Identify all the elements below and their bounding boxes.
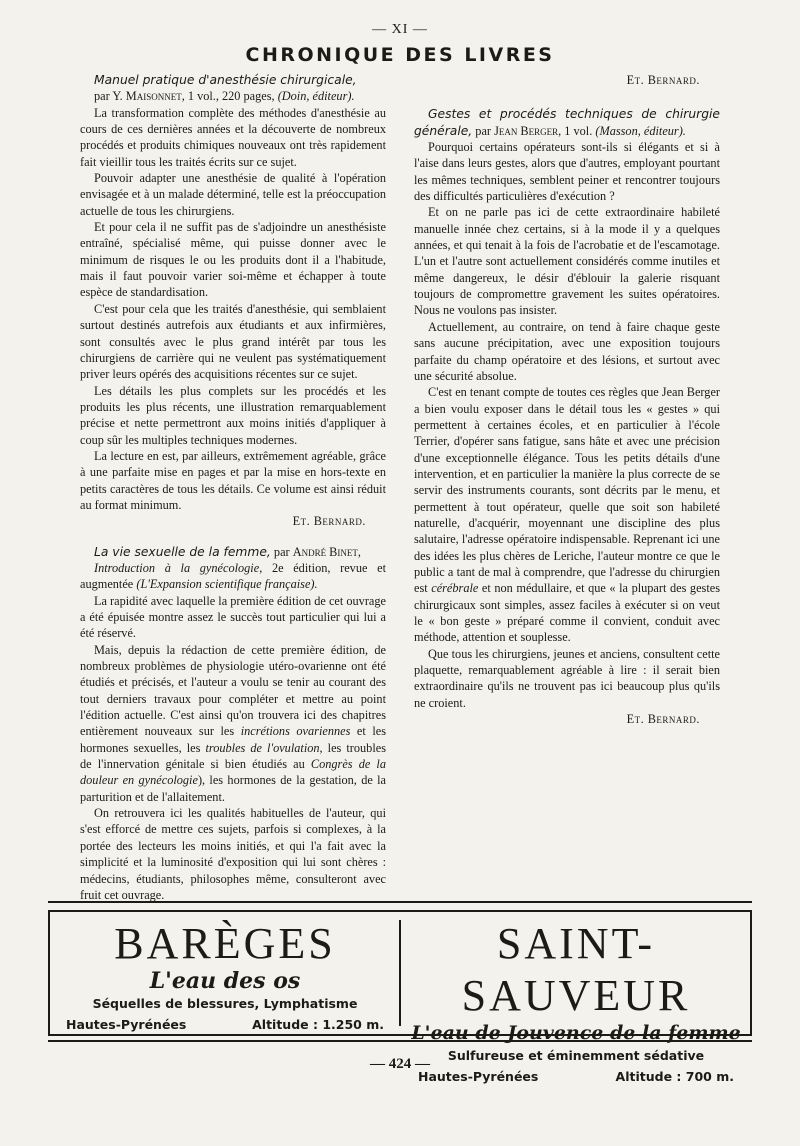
book-title: La vie sexuelle de la femme, (94, 544, 271, 559)
emphasis: incrétions ovariennes (240, 724, 351, 739)
section-title: CHRONIQUE DES LIVRES (245, 44, 555, 66)
review-signature: Et. Bernard. (626, 73, 700, 87)
byline-details: , 1 vol., 220 pages, (181, 89, 278, 104)
emphasis: Congrès de la douleur en gynécologie (80, 757, 386, 788)
ad-tagline: L'eau de Jouvence de la femme (411, 1022, 741, 1044)
review-vie-sexuelle (80, 544, 386, 904)
ad-description: Sulfureuse et éminemment sédative (447, 1048, 705, 1063)
byline-details: , 1 vol. (558, 123, 596, 138)
ad-region: Hautes-Pyrénées (418, 1069, 539, 1084)
review-paragraph: Pouvoir adapter une anesthésie de qualité à l'opération envisagée et à un malade déterminé, telle est la préoccupation actuelle de tous les chirurgiens. (80, 171, 386, 218)
book-publisher: (Masson, éditeur). (595, 123, 686, 138)
review-paragraph: Les détails les plus complets sur les procédés et les produits les plus récents, une illustration remarquablement précise et nette permettront aux moins initiés d'appliquer à coup sûr les multiples techniques modernes. (80, 383, 386, 447)
book-publisher: (Doin, éditeur). (277, 89, 355, 104)
ad-description: Séquelles de blessures, Lymphatisme (92, 996, 358, 1011)
book-author: Jean Berger (494, 123, 559, 138)
book-subtitle: Introduction à la gynécologie (94, 560, 260, 575)
emphasis: troubles de l'ovulation (205, 740, 320, 755)
review-paragraph: C'est en tenant compte de toutes ces règles que Jean Berger a bien voulu exposer dans le détail tous les « gestes » qui permettent à certaines écoles, et en particulier à l'école Terrier, d'opérer sans fatigue, sans hâte et avec une précision d'une exceptionnelle élégance. Tous les petits détails d'une intervention, et en particulier la manière la plus correcte de se servir des instruments courants, sont décrits par le menu, et permettent à tout opérateur, quelle que soit son habileté naturelle, d'acquérir, moyennant une discipline des plus salutaire, l'adresse opératoire indispensable. Reprenant ici une des idées les plus chères de Leriche, l'auteur montre ce que le public a tant de mal à comprendre, que l'adresse du chirurgien est cérébrale et non médullaire, et que « la plupart des gestes chirurgicaux sont simples, assez faciles à exécuter si on veut le « bon geste » préparé comme il convient, conduit avec méthode, attention et souplesse. (414, 385, 720, 645)
ad-altitude: Altitude : 1.250 m. (252, 1017, 384, 1032)
left-column (80, 72, 386, 903)
review-paragraph: C'est pour cela que les traités d'anesthésie, qui semblaient surtout destinés autrefois aux étudiants et aux infirmières, sont consultés avec le plus grand intérêt par tous les chirurgiens de carrière qui ne veulent pas systématiquement priver leurs opérés des acquisitions récentes sur ce sujet. (80, 301, 386, 382)
ad-name: BARÈGES (114, 919, 336, 968)
review-paragraph: La transformation complète des méthodes d'anesthésie au cours de ces dernières années et la découverte de nombreux procédés et produits chimiques nouveaux ont très rapidement fait vieillir tous les traités écrits sur ce sujet. (80, 105, 386, 169)
review-anesthesie (80, 72, 386, 530)
review-paragraph: Et on ne parle pas ici de cette extraordinaire habileté manuelle innée chez certains, si à la mode il y a quelques années, et qui tenait à la fois de l'acrobatie et de l'escamotage. L'un et l'autre sont actuellement considérés comme inutiles et même dangereux, le désir d'éblouir la galerie risquant toujours de compromettre gravement les suites opératoires. Nous ne voulons pas insister. (414, 205, 720, 318)
ad-footer (50, 1017, 400, 1032)
ad-name: SAINT-SAUVEUR (461, 919, 691, 1020)
review-paragraph: La rapidité avec laquelle la première édition de cet ouvrage a été épuisée montre assez le succès tout particulier qui lui a été réservé. (80, 593, 386, 641)
review-heading: La vie sexuelle de la femme, par André Binet, Introduction à la gynécologie, 2e édition, revue et augmentée (L'Expansion scientifique française). (80, 544, 386, 592)
folio-roman: — XI — (372, 22, 428, 37)
review-paragraph: Mais, depuis la rédaction de cette première édition, de nombreux problèmes de physiologie utéro-ovarienne ont été étudiés et précisés, et l'auteur a voulu se tenir au courant des tout derniers travaux pour compléter et mettre au point l'édition actuelle. C'est ainsi qu'on trouvera ici des chapitres entièrement nouveaux sur les incrétions ovariennes et les hormones sexuelles, les troubles de l'ovulation, les troubles de l'innervation génitale si bien étudiés au Congrès de la douleur en gynécologie), les hormones de la gestation, de la parturition et de l'allaitement. (80, 642, 387, 804)
review-signature: Et. Bernard. (626, 712, 700, 727)
ad-bareges (50, 912, 400, 1034)
book-edition: , 2e édition, revue et augmentée (80, 560, 386, 592)
review-gestes (414, 106, 720, 727)
review-signature: Et. Bernard. (292, 514, 366, 529)
ad-region: Hautes-Pyrénées (66, 1017, 187, 1032)
ad-divider (399, 920, 401, 1026)
right-column (414, 72, 720, 727)
book-title: Gestes et procédés techniques de chirurgie générale, (414, 107, 720, 138)
review-heading (80, 72, 386, 105)
book-author: Maisonnet (125, 89, 182, 104)
book-author: André Binet (292, 544, 358, 559)
byline-prefix: par (472, 123, 495, 138)
byline-prefix: par (270, 544, 293, 559)
emphasis: cérébrale (431, 581, 479, 596)
review-paragraph: On retrouvera ici les qualités habituelles de l'auteur, qui s'est efforcé de mettre ces sujets, parfois si complexes, à la portée des lecteurs les moins initiés, et qui l'a fait avec la simplicité et la luminosité d'exposition qui lui sont chères : médecins, étudiants, philosophes même, consulteront avec fruit cet ouvrage. (80, 806, 386, 902)
review-heading (414, 106, 720, 139)
divider-rule (48, 901, 752, 903)
ad-altitude: Altitude : 700 m. (615, 1069, 734, 1084)
book-title: Manuel pratique d'anesthésie chirurgicale, (94, 73, 357, 87)
byline-prefix: par Y. (94, 89, 126, 104)
review-paragraph: Et pour cela il ne suffit pas de s'adjoindre un anesthésiste entraîné, spécialisé même, qui puisse donner avec le minimum de risques le ou les produits dont il a l'habitude, mais il faut pouvoir varier soi-même et échapper à toute espèce de standardisation. (80, 220, 386, 300)
divider-rule (48, 1040, 752, 1042)
review-paragraph: Actuellement, au contraire, on tend à faire chaque geste sans aucune précipitation, avec une exposition toujours parfaite du champ opératoire et des lésions, et surtout avec une sécurité absolue. (414, 319, 720, 383)
ad-saint-sauveur (402, 912, 750, 1084)
review-paragraph: Que tous les chirurgiens, jeunes et anciens, consultent cette plaquette, remarquablement agréable à lire : il serait bien extraordinaire qu'ils ne trouvent pas ici beaucoup plus qu'ils ne croient. (414, 646, 720, 710)
review-paragraph: Pourquoi certains opérateurs sont-ils si élégants et si à l'aise dans leurs gestes, alors que d'autres, employant pourtant les mêmes techniques, semblent peiner et rencontrer toujours des difficultés particulières d'exécution ? (414, 140, 720, 204)
ad-tagline: L'eau des os (149, 968, 301, 994)
review-paragraph: La lecture en est, par ailleurs, extrêmement agréable, grâce à une parfaite mise en pages et par la mise en hors-texte en petits caractères de tous les détails. Ce volume est ainsi réduit au format minimum. (80, 448, 386, 512)
page-number: — 424 — (370, 1056, 430, 1072)
book-publisher: (L'Expansion scientifique française). (136, 577, 318, 592)
